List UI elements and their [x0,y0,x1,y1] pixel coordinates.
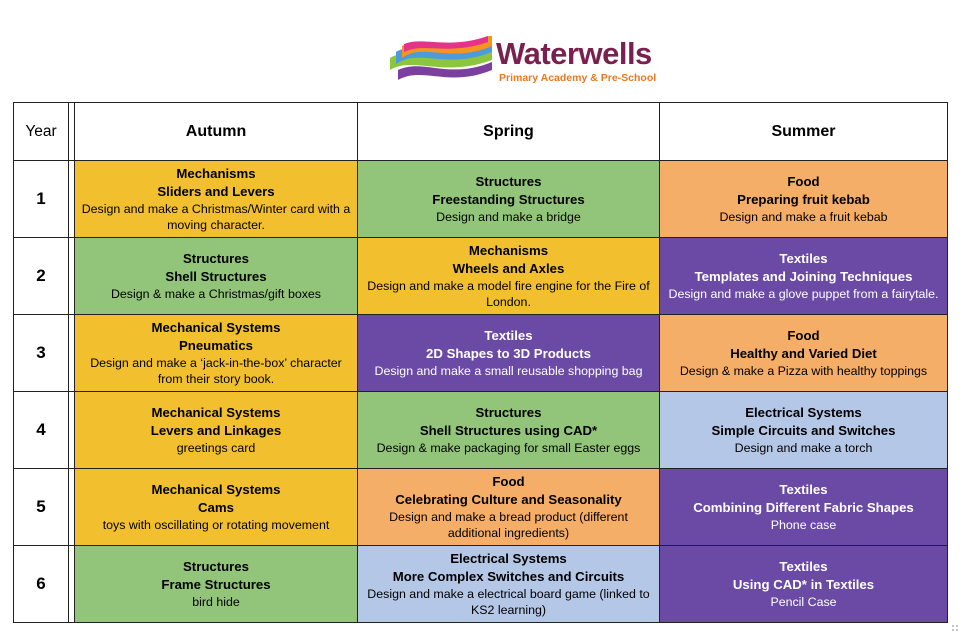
cell-description: toys with oscillating or rotating movement [102,518,330,532]
school-name: Waterwells [496,36,652,71]
cell-description: Design & make a Pizza with healthy toppings [679,364,928,378]
cell-title: Shell Structures [165,269,267,284]
cell-topic: Electrical Systems [450,551,567,566]
table-cell [358,392,660,469]
cell-topic: Food [787,328,820,343]
cell-topic: Food [492,474,525,489]
table-cell [660,469,948,546]
cell-topic: Food [787,174,820,189]
cell-description: Design and make a glove puppet from a fairytale. [668,287,939,301]
cell-topic: Mechanisms [468,243,549,258]
table-cell [75,315,358,392]
table-cell [660,546,948,623]
table-row [14,469,948,546]
table-row [14,238,948,315]
cell-title: Cams [198,500,234,515]
cell-description: Phone case [770,518,837,532]
cell-title: Frame Structures [161,577,271,592]
table-cell [660,392,948,469]
cell-title: Templates and Joining Techniques [694,269,913,284]
table-cell [75,238,358,315]
cell-topic: Textiles [779,559,828,574]
table-cell [358,469,660,546]
cell-title: Simple Circuits and Switches [711,423,896,438]
cell-description: Design and make a bread product (different additional ingredients) [389,510,628,540]
cell-description: bird hide [192,595,240,609]
table-cell [660,161,948,238]
table-header-row [14,103,948,161]
school-logo [388,36,657,88]
cell-description: Design and make a Christmas/Winter card with a moving character. [81,202,351,232]
cell-description: Design and make a small reusable shopping bag [374,364,643,378]
cell-title: Sliders and Levers [157,184,275,199]
cell-description: Design and make a model fire engine for the Fire of London. [367,279,650,309]
cell-description: Pencil Case [770,595,837,609]
cell-topic: Textiles [779,251,828,266]
cell-topic: Mechanisms [176,166,256,181]
cell-description: Design and make a electrical board game (linked to KS2 learning) [367,587,650,617]
table-cell [358,546,660,623]
year-label: 6 [14,546,69,623]
year-label: 4 [14,392,69,469]
cell-description: Design & make a Christmas/gift boxes [110,287,322,301]
cell-title: Healthy and Varied Diet [730,346,877,361]
cell-topic: Textiles [779,482,828,497]
cell-topic: Textiles [484,328,533,343]
curriculum-table [13,102,948,623]
table-cell [358,315,660,392]
cell-topic: Mechanical Systems [151,482,281,497]
cell-description: Design and make a fruit kebab [719,210,888,224]
cell-title: More Complex Switches and Circuits [392,569,625,584]
year-label: 5 [14,469,69,546]
year-label: 1 [14,161,69,238]
table-cell [75,392,358,469]
cell-description: Design and make a bridge [436,210,581,224]
table-row [14,546,948,623]
cell-topic: Structures [183,251,249,266]
cell-title: Preparing fruit kebab [737,192,870,207]
table-row [14,392,948,469]
table-cell [75,469,358,546]
cell-description: Design and make a torch [734,441,873,455]
column-header-year: Year [14,103,69,161]
column-header-summer: Summer [660,103,948,161]
table-cell [358,238,660,315]
cell-topic: Structures [475,405,542,420]
table-cell [358,161,660,238]
cell-title: Combining Different Fabric Shapes [693,500,914,515]
cell-title: Wheels and Axles [452,261,565,276]
cell-topic: Structures [475,174,542,189]
year-label: 2 [14,238,69,315]
table-cell [75,161,358,238]
table-cell [75,546,358,623]
cell-topic: Mechanical Systems [151,320,281,335]
cell-title: 2D Shapes to 3D Products [426,346,591,361]
cell-topic: Structures [183,559,249,574]
column-header-autumn: Autumn [75,103,358,161]
cell-description: Design and make a ‘jack-in-the-box’ character from their story book. [90,356,342,386]
cell-topic: Electrical Systems [745,405,862,420]
cell-title: Shell Structures using CAD* [419,423,598,438]
column-header-spring: Spring [358,103,660,161]
cell-description: Design & make packaging for small Easter eggs [376,441,641,455]
logo-waves-icon [388,36,496,88]
table-row [14,161,948,238]
cell-title: Freestanding Structures [432,192,585,207]
cell-title: Using CAD* in Textiles [732,577,875,592]
school-subtitle: Primary Academy & Pre-School [499,72,657,84]
table-row [14,315,948,392]
table-cell [660,315,948,392]
cell-title: Celebrating Culture and Seasonality [395,492,622,507]
cell-title: Levers and Linkages [150,423,282,438]
resize-grip-icon [950,624,964,632]
table-cell [660,238,948,315]
cell-topic: Mechanical Systems [151,405,281,420]
cell-title: Pneumatics [178,338,254,353]
cell-description: greetings card [176,441,256,455]
year-label: 3 [14,315,69,392]
